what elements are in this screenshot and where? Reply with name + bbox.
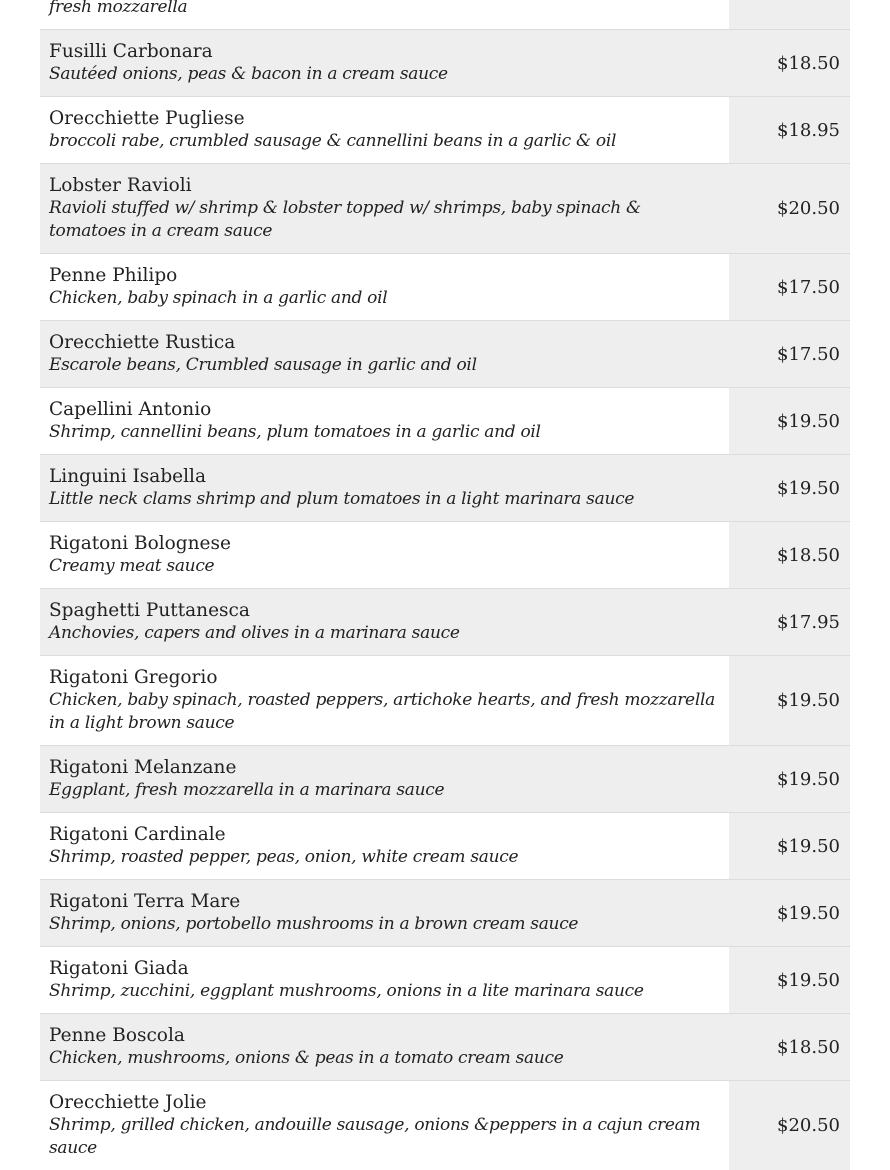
item-cell: [40, 164, 729, 254]
menu-row: [40, 522, 850, 589]
dish-description: Shrimp, zucchini, eggplant mushrooms, onions in a lite marinara sauce: [49, 980, 719, 1003]
dish-name: Penne Boscola: [49, 1024, 719, 1047]
item-cell: [40, 880, 729, 947]
item-cell: [40, 522, 729, 589]
dish-price: $18.50: [729, 1014, 850, 1081]
dish-description: Little neck clams shrimp and plum tomatoes in a light marinara sauce: [49, 488, 719, 511]
dish-price: $17.50: [729, 254, 850, 321]
dish-name: Spaghetti Puttanesca: [49, 599, 719, 622]
item-cell: [40, 589, 729, 656]
dish-description: broccoli rabe, crumbled sausage & cannellini beans in a garlic & oil: [49, 130, 719, 153]
item-cell: [40, 254, 729, 321]
item-cell: [40, 0, 729, 30]
dish-price: $20.50: [729, 164, 850, 254]
dish-name: Rigatoni Melanzane: [49, 756, 719, 779]
dish-description: Eggplant, fresh mozzarella in a marinara sauce: [49, 779, 719, 802]
dish-description: Creamy meat sauce: [49, 555, 719, 578]
menu-row: [40, 880, 850, 947]
dish-description: Chicken, baby spinach, roasted peppers, artichoke hearts, and fresh mozzarella in a light brown sauce: [49, 689, 719, 735]
menu-row: [40, 947, 850, 1014]
dish-description: Anchovies, capers and olives in a marinara sauce: [49, 622, 719, 645]
dish-description: Shrimp, cannellini beans, plum tomatoes in a garlic and oil: [49, 421, 719, 444]
dish-name: Orecchiette Pugliese: [49, 107, 719, 130]
dish-price: $19.50: [729, 656, 850, 746]
dish-price: $19.50: [729, 947, 850, 1014]
dish-name: Fusilli Carbonara: [49, 40, 719, 63]
dish-description: Shrimp, roasted pepper, peas, onion, white cream sauce: [49, 846, 719, 869]
item-cell: [40, 813, 729, 880]
menu-row: [40, 455, 850, 522]
dish-name: Rigatoni Terra Mare: [49, 890, 719, 913]
dish-name: Rigatoni Cardinale: [49, 823, 719, 846]
dish-price: $19.50: [729, 746, 850, 813]
dish-price: $19.50: [729, 813, 850, 880]
dish-price: $20.50: [729, 1081, 850, 1170]
dish-description: Shrimp, onions, portobello mushrooms in a brown cream sauce: [49, 913, 719, 936]
dish-description: Escarole beans, Crumbled sausage in garlic and oil: [49, 354, 719, 377]
menu-row: [40, 813, 850, 880]
menu-row-partial: [40, 0, 850, 30]
dish-name: Rigatoni Giada: [49, 957, 719, 980]
menu-row: [40, 30, 850, 97]
dish-price: $19.50: [729, 455, 850, 522]
dish-price: $18.50: [729, 522, 850, 589]
item-cell: [40, 321, 729, 388]
dish-description: Chicken, baby spinach in a garlic and oil: [49, 287, 719, 310]
dish-price: $17.50: [729, 321, 850, 388]
menu-row: [40, 254, 850, 321]
dish-name: Rigatoni Gregorio: [49, 666, 719, 689]
menu-row: [40, 589, 850, 656]
menu-row: [40, 97, 850, 164]
pasta-menu-table: [40, 0, 850, 1170]
dish-name: Orecchiette Rustica: [49, 331, 719, 354]
price-cell: [729, 0, 850, 30]
menu-row: [40, 1081, 850, 1170]
menu-row: [40, 164, 850, 254]
dish-description: Shrimp, grilled chicken, andouille sausage, onions &peppers in a cajun cream sauce: [49, 1114, 719, 1160]
menu-row: [40, 1014, 850, 1081]
menu-row: [40, 388, 850, 455]
item-cell: [40, 30, 729, 97]
item-cell: [40, 656, 729, 746]
dish-name: Lobster Ravioli: [49, 174, 719, 197]
item-cell: [40, 455, 729, 522]
item-cell: [40, 1014, 729, 1081]
dish-name: Capellini Antonio: [49, 398, 719, 421]
dish-name: Linguini Isabella: [49, 465, 719, 488]
dish-description: Sautéed onions, peas & bacon in a cream sauce: [49, 63, 719, 86]
menu-row: [40, 656, 850, 746]
menu-row: [40, 321, 850, 388]
dish-price: $19.50: [729, 880, 850, 947]
dish-price: $19.50: [729, 388, 850, 455]
menu-row: [40, 746, 850, 813]
dish-name: Rigatoni Bolognese: [49, 532, 719, 555]
item-cell: [40, 746, 729, 813]
dish-description: fresh mozzarella: [49, 0, 719, 19]
dish-name: Penne Philipo: [49, 264, 719, 287]
item-cell: [40, 97, 729, 164]
item-cell: [40, 1081, 729, 1170]
dish-description: Chicken, mushrooms, onions & peas in a tomato cream sauce: [49, 1047, 719, 1070]
dish-price: $18.50: [729, 30, 850, 97]
item-cell: [40, 947, 729, 1014]
dish-price: $17.95: [729, 589, 850, 656]
item-cell: [40, 388, 729, 455]
dish-price: $18.95: [729, 97, 850, 164]
dish-name: Orecchiette Jolie: [49, 1091, 719, 1114]
dish-description: Ravioli stuffed w/ shrimp & lobster topped w/ shrimps, baby spinach & tomatoes in a cream sauce: [49, 197, 719, 243]
